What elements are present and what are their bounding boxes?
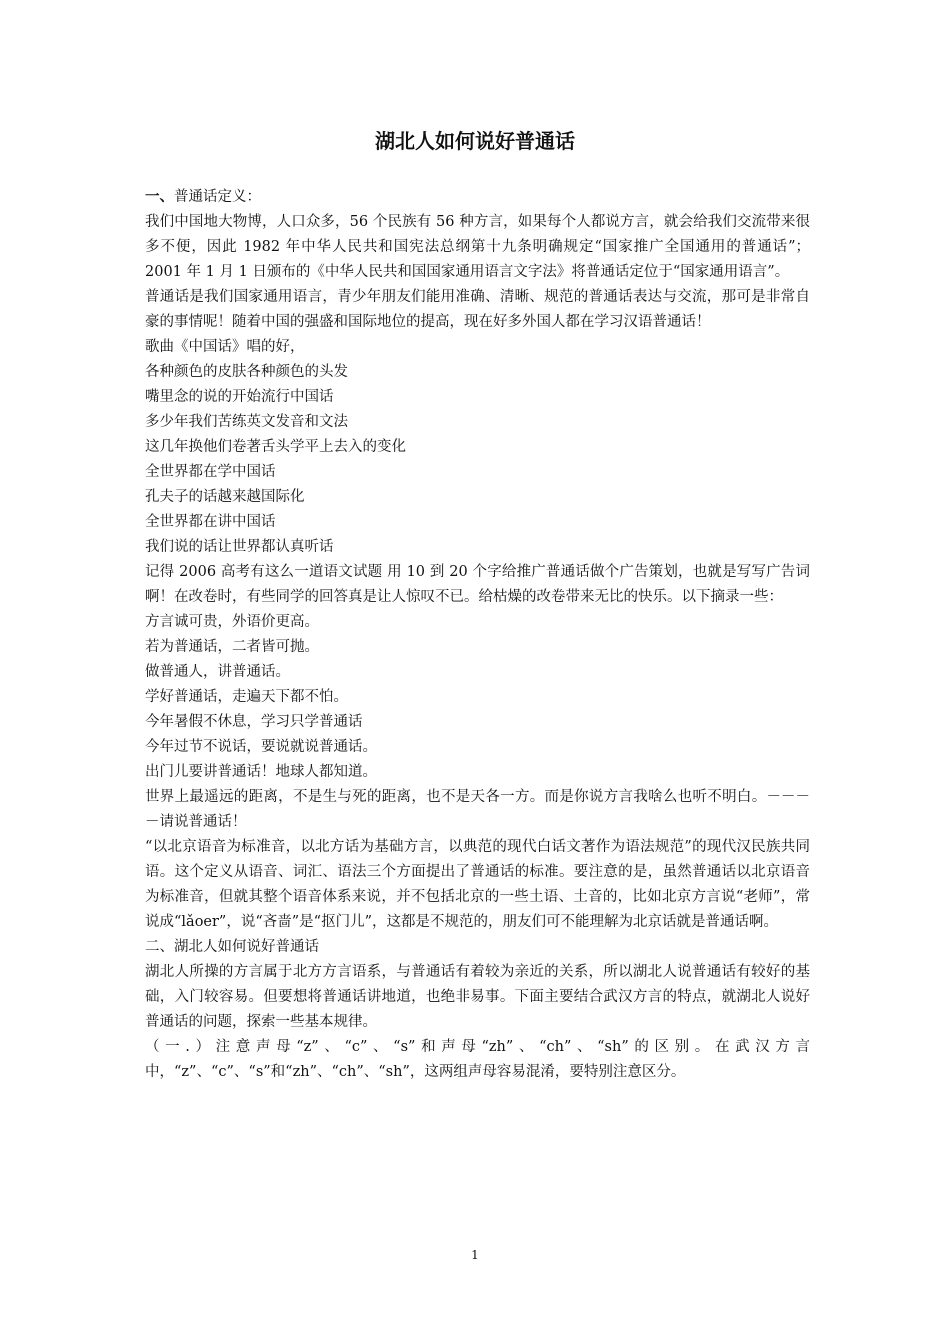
section-heading-text: 普通话定义： xyxy=(174,189,261,205)
document-body xyxy=(145,184,810,1085)
section-heading-definition xyxy=(145,184,810,210)
song-line: 我们说的话让世界都认真听话 xyxy=(145,539,334,555)
song-line: 多少年我们苦练英文发音和文法 xyxy=(145,414,348,430)
song-line: 全世界都在讲中国话 xyxy=(145,514,276,530)
slogan-line: 方言诚可贵，外语价更高。 xyxy=(145,614,319,630)
document-title: 湖北人如何说好普通话 xyxy=(375,129,575,153)
slogan-line: 今年暑假不休息，学习只学普通话 xyxy=(145,714,363,730)
song-line: 孔夫子的话越来越国际化 xyxy=(145,489,305,505)
paragraph-national-language: 普通话是我们国家通用语言，青少年朋友们能用准确、清晰、规范的普通话表达与交流，那可是非常自豪的事情呢！随着中国的强盛和国际地位的提高，现在好多外国人都在学习汉语普通话！ xyxy=(145,289,810,330)
page-number: 1 xyxy=(471,1248,479,1262)
section-number: 一、 xyxy=(145,188,174,205)
slogan-line: 出门儿要讲普通话！地球人都知道。 xyxy=(145,764,377,780)
slogan-line: 做普通人，讲普通话。 xyxy=(145,664,290,680)
song-line: 这几年换他们卷著舌头学平上去入的变化 xyxy=(145,439,406,455)
slogan-line: 今年过节不说话，要说就说普通话。 xyxy=(145,739,377,755)
song-line: 嘴里念的说的开始流行中国话 xyxy=(145,389,334,405)
slogan-line: 学好普通话，走遍天下都不怕。 xyxy=(145,689,348,705)
paragraph-hubei-dialect: 湖北人所操的方言属于北方方言语系，与普通话有着较为亲近的关系，所以湖北人说普通话有较好的基础，入门较容易。但要想将普通话讲地道，也绝非易事。下面主要结合武汉方言的特点，就湖北人说好普通话的问题，探索一些基本规律。 xyxy=(145,964,810,1030)
slogan-line: 若为普通话，二者皆可抛。 xyxy=(145,639,319,655)
song-line: 全世界都在学中国话 xyxy=(145,464,276,480)
paragraph-initials: （一.）注意声母“z”、“c”、“s”和声母“zh”、“ch”、“sh”的区别。在武汉方言中，“z”、“c”、“s”和“zh”、“ch”、“sh”，这两组声母容易混淆，要特别注意区分。 xyxy=(145,1039,810,1080)
paragraph-intro: 我们中国地大物博，人口众多，56 个民族有 56 种方言，如果每个人都说方言，就会给我们交流带来很多不便，因此 1982 年中华人民共和国宪法总纲第十九条明确规定“国家推广全国通用的普通话”； 2001 年 1 月 1 日颁布的《中华人民共和国国家通用语言文字法》将普通话定位于“国家通用语言”。 xyxy=(145,214,810,280)
song-line: 各种颜色的皮肤各种颜色的头发 xyxy=(145,364,348,380)
paragraph-exam-question: 记得 2006 高考有这么一道语文试题 用 10 到 20 个字给推广普通话做个广告策划，也就是写写广告词啊！在改卷时，有些同学的回答真是让人惊叹不已。给枯燥的改卷带来无比的快乐。以下摘录一些： xyxy=(145,564,810,605)
song-line: 歌曲《中国话》唱的好， xyxy=(145,339,305,355)
slogan-line: 世界上最遥远的距离，不是生与死的距离，也不是天各一方。而是你说方言我啥么也听不明白。－－－－请说普通话！ xyxy=(145,789,810,830)
paragraph-definition-standard: “以北京语音为标准音，以北方话为基础方言，以典范的现代白话文著作为语法规范”的现代汉民族共同语。这个定义从语音、词汇、语法三个方面提出了普通话的标准。要注意的是，虽然普通话以北京语音为标准音，但就其整个语音体系来说，并不包括北京的一些土语、土音的，比如北京方言说“老师”，常说成“lǎoer”，说“吝啬”是“抠门儿”，这都是不规范的，朋友们可不能理解为北京话就是普通话啊。 xyxy=(145,839,810,930)
section-heading-hubei: 二、湖北人如何说好普通话 xyxy=(145,939,319,955)
